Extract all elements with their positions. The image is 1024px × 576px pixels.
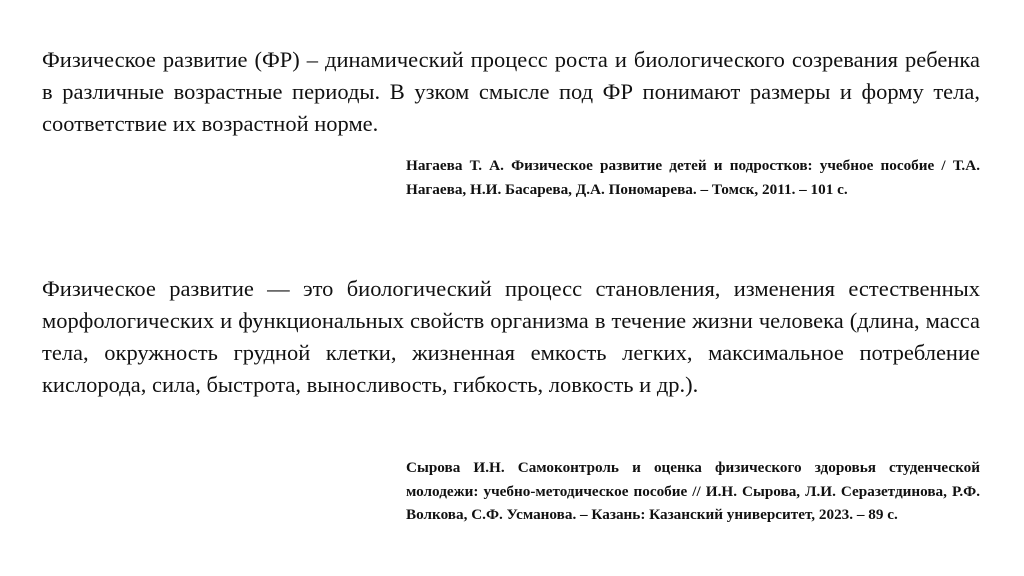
definition-paragraph-2: Физическое развитие — это биологический процесс становления, изменения естественных морфологических и функциональных свойств организма в течение жизни человека (длина, масса тела, окружность грудной клетки, жизненная емкость легких, максимальное потребление кислорода, сила, быстрота, выносливость, гибкость, ловкость и др.). [42, 276, 980, 397]
definition-paragraph-1: Физическое развитие (ФР) – динамический процесс роста и биологического созревания ребенка в различные возрастные периоды. В узком смысле под ФР понимают размеры и форму тела, соответствие их возрастной норме. [42, 47, 980, 136]
citation-1: Нагаева Т. А. Физическое развитие детей и подростков: учебное пособие / Т.А. Нагаева, Н.И. Басарева, Д.А. Пономарева. – Томск, 2011. – 101 с. [406, 157, 980, 198]
citation-2: Сырова И.Н. Самоконтроль и оценка физического здоровья студенческой молодежи: учебно-методическое пособие // И.Н. Сырова, Л.И. Серазетдинова, Р.Ф. Волкова, С.Ф. Усманова. – Казань: Казанский университет, 2023. – 89 с. [406, 459, 980, 523]
